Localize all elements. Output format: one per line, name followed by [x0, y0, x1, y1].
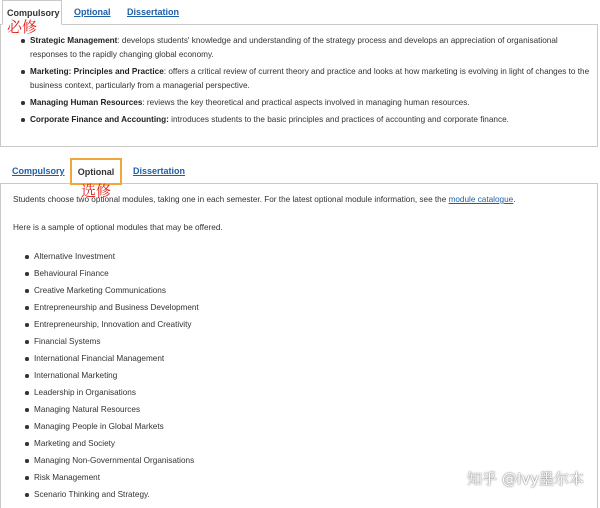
- watermark: 知乎 @Ivy墨尔本: [467, 470, 584, 488]
- list-item: Leadership in Organisations: [34, 386, 199, 403]
- list-item: Managing Non-Governmental Organisations: [34, 454, 199, 471]
- module-name: Strategic Management: [30, 36, 118, 45]
- top-tab-bar: [0, 0, 598, 25]
- optional-content: [0, 184, 598, 508]
- module-name: Corporate Finance and Accounting:: [30, 115, 169, 124]
- list-item: Behavioural Finance: [34, 267, 199, 284]
- module-description: : develops students' knowledge and understanding of the strategy process and develops an appreciation of organisational responses to the rapidly changing global economy.: [30, 36, 558, 59]
- compulsory-panel: [0, 0, 598, 147]
- list-item: Scenario Thinking and Strategy.: [34, 488, 199, 505]
- list-item: International Marketing: [34, 369, 199, 386]
- list-item: [30, 34, 590, 62]
- intro-text: Students choose two optional modules, taking one in each semester. For the latest optional module information, see the: [13, 195, 449, 204]
- optional-module-list: [34, 250, 199, 505]
- sample-text: Here is a sample of optional modules that may be offered.: [13, 223, 223, 232]
- annotation-optional: 选修: [81, 182, 112, 200]
- module-description: : reviews the key theoretical and practical aspects involved in managing human resources.: [142, 98, 470, 107]
- list-item: [30, 65, 590, 93]
- tab-compulsory[interactable]: Compulsory: [2, 0, 62, 25]
- list-item: Managing Natural Resources: [34, 403, 199, 420]
- tab-optional[interactable]: Optional: [74, 7, 111, 17]
- list-item: [30, 113, 590, 127]
- module-catalogue-link[interactable]: module catalogue: [448, 195, 514, 204]
- list-item: [30, 96, 590, 110]
- list-item: Entrepreneurship and Business Development: [34, 301, 199, 318]
- module-description: introduces students to the basic principles and practices of accounting and corporate finance.: [168, 115, 509, 124]
- list-item: Risk Management: [34, 471, 199, 488]
- list-item: International Financial Management: [34, 352, 199, 369]
- list-item: Managing People in Global Markets: [34, 420, 199, 437]
- tab-compulsory[interactable]: Compulsory: [12, 166, 65, 176]
- tab-dissertation[interactable]: Dissertation: [133, 166, 186, 176]
- module-name: Managing Human Resources: [30, 98, 143, 107]
- compulsory-content: [0, 25, 598, 147]
- tab-dissertation[interactable]: Dissertation: [127, 7, 180, 17]
- module-name: Marketing: Principles and Practice: [30, 67, 164, 76]
- list-item: Creative Marketing Communications: [34, 284, 199, 301]
- module-description: : offers a critical review of current theory and practice and looks at how marketing is evolving in light of changes to the business context, particularly from a managerial perspective.: [30, 67, 590, 90]
- list-item: Financial Systems: [34, 335, 199, 352]
- compulsory-module-list: [30, 34, 590, 130]
- list-item: Alternative Investment: [34, 250, 199, 267]
- tab-optional[interactable]: Optional: [71, 159, 121, 184]
- annotation-compulsory: 必修: [7, 18, 38, 36]
- list-item: Marketing and Society: [34, 437, 199, 454]
- intro-end: .: [513, 195, 516, 204]
- list-item: Entrepreneurship, Innovation and Creativity: [34, 318, 199, 335]
